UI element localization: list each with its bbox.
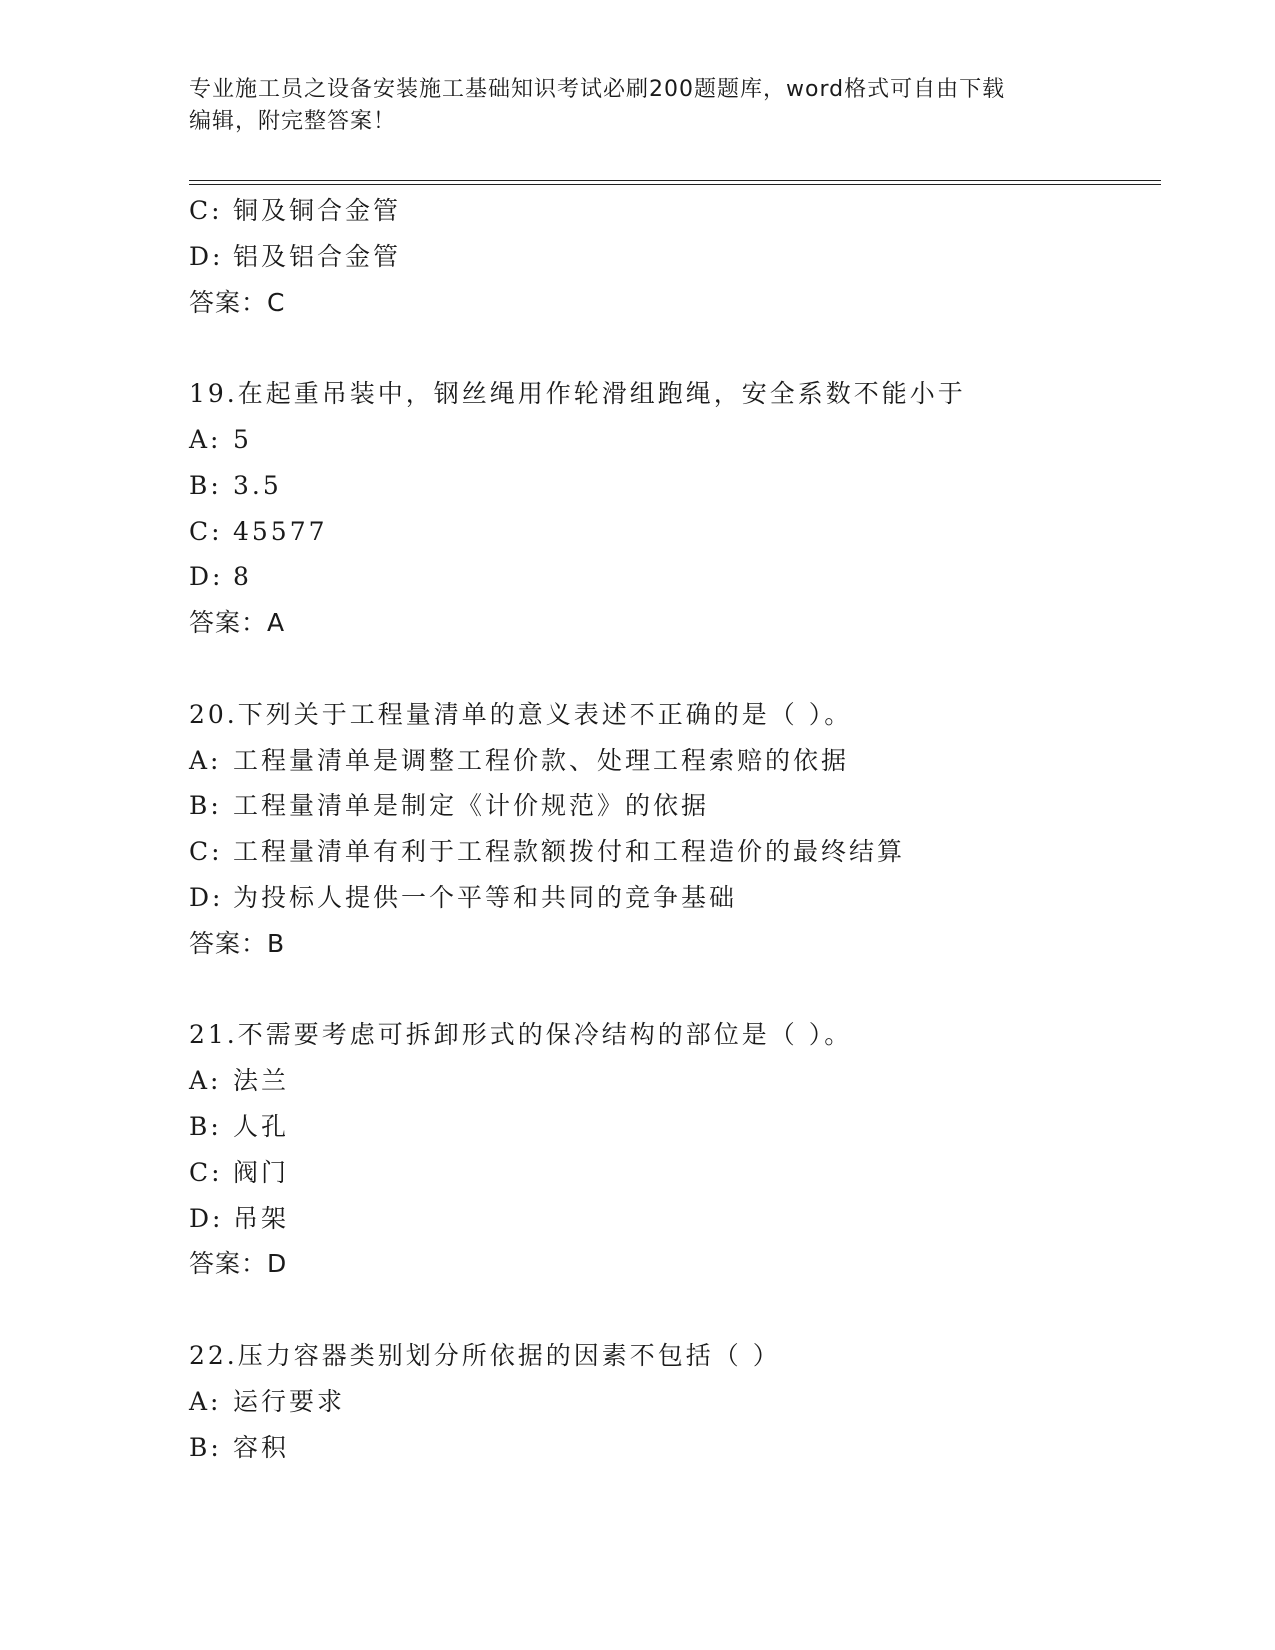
option-b <box>189 783 1161 829</box>
option-label: B: <box>189 1432 222 1462</box>
answer-line: 答案：A <box>189 608 286 638</box>
option-text: 铝及铝合金管 <box>233 241 402 271</box>
header-divider-bottom <box>189 184 1161 185</box>
document-header <box>189 74 1089 138</box>
answer-line: 答案：D <box>189 1249 288 1279</box>
option-label: A: <box>189 1066 222 1096</box>
option-label: B: <box>189 470 222 500</box>
option-text: 工程量清单是调整工程价款、处理工程索赔的依据 <box>233 745 850 775</box>
option-a <box>189 417 1161 463</box>
option-d <box>189 234 1161 280</box>
option-b <box>189 1425 1161 1471</box>
question-stem: 22.压力容器类别划分所依据的因素不包括（ ） <box>189 1340 781 1370</box>
option-label: B: <box>189 1111 222 1141</box>
option-label: C: <box>189 1157 223 1187</box>
option-a <box>189 738 1161 784</box>
option-text: 8 <box>233 562 252 592</box>
option-c <box>189 188 1161 234</box>
question-stem: 19.在起重吊装中，钢丝绳用作轮滑组跑绳，安全系数不能小于 <box>189 379 966 409</box>
option-d <box>189 554 1161 600</box>
option-d <box>189 875 1161 921</box>
header-line-1: 专业施工员之设备安装施工基础知识考试必刷200题题库，word格式可自由下载 <box>189 77 1006 102</box>
option-text: 吊架 <box>233 1203 290 1233</box>
option-label: C: <box>189 196 223 225</box>
option-label: D: <box>189 882 224 912</box>
option-label: A: <box>189 745 222 775</box>
option-text: 运行要求 <box>233 1386 346 1416</box>
spacer <box>189 1287 1161 1333</box>
question-list <box>189 188 1161 1470</box>
option-text: 45577 <box>233 516 328 546</box>
option-b <box>189 1104 1161 1150</box>
option-text: 工程量清单是制定《计价规范》的依据 <box>233 791 710 821</box>
option-text: 3.5 <box>233 470 282 500</box>
option-text: 工程量清单有利于工程款额拨付和工程造价的最终结算 <box>233 837 906 867</box>
spacer <box>189 646 1161 692</box>
option-text: 为投标人提供一个平等和共同的竞争基础 <box>233 882 738 912</box>
option-label: D: <box>189 562 224 592</box>
header-divider-top <box>189 180 1161 181</box>
option-c <box>189 829 1161 875</box>
option-label: B: <box>189 791 222 821</box>
option-label: C: <box>189 837 223 867</box>
question-stem: 20.下列关于工程量清单的意义表述不正确的是（ ）。 <box>189 699 853 729</box>
option-a <box>189 1379 1161 1425</box>
question-stem: 21.不需要考虑可拆卸形式的保冷结构的部位是（ ）。 <box>189 1020 853 1050</box>
spacer <box>189 325 1161 371</box>
option-text: 铜及铜合金管 <box>233 196 402 225</box>
header-line-2: 编辑，附完整答案！ <box>189 109 397 134</box>
option-label: C: <box>189 516 223 546</box>
option-label: D: <box>189 1203 224 1233</box>
option-d <box>189 1196 1161 1242</box>
option-c <box>189 509 1161 555</box>
option-label: A: <box>189 424 222 454</box>
answer-line: 答案：B <box>189 928 286 958</box>
option-b <box>189 463 1161 509</box>
option-c <box>189 1150 1161 1196</box>
option-a <box>189 1058 1161 1104</box>
option-text: 法兰 <box>233 1066 290 1096</box>
option-label: A: <box>189 1386 222 1416</box>
option-text: 5 <box>233 424 252 454</box>
option-label: D: <box>189 241 224 271</box>
option-text: 阀门 <box>233 1157 290 1187</box>
answer-line: 答案：C <box>189 287 286 317</box>
spacer <box>189 967 1161 1013</box>
option-text: 容积 <box>233 1432 290 1462</box>
option-text: 人孔 <box>233 1111 290 1141</box>
